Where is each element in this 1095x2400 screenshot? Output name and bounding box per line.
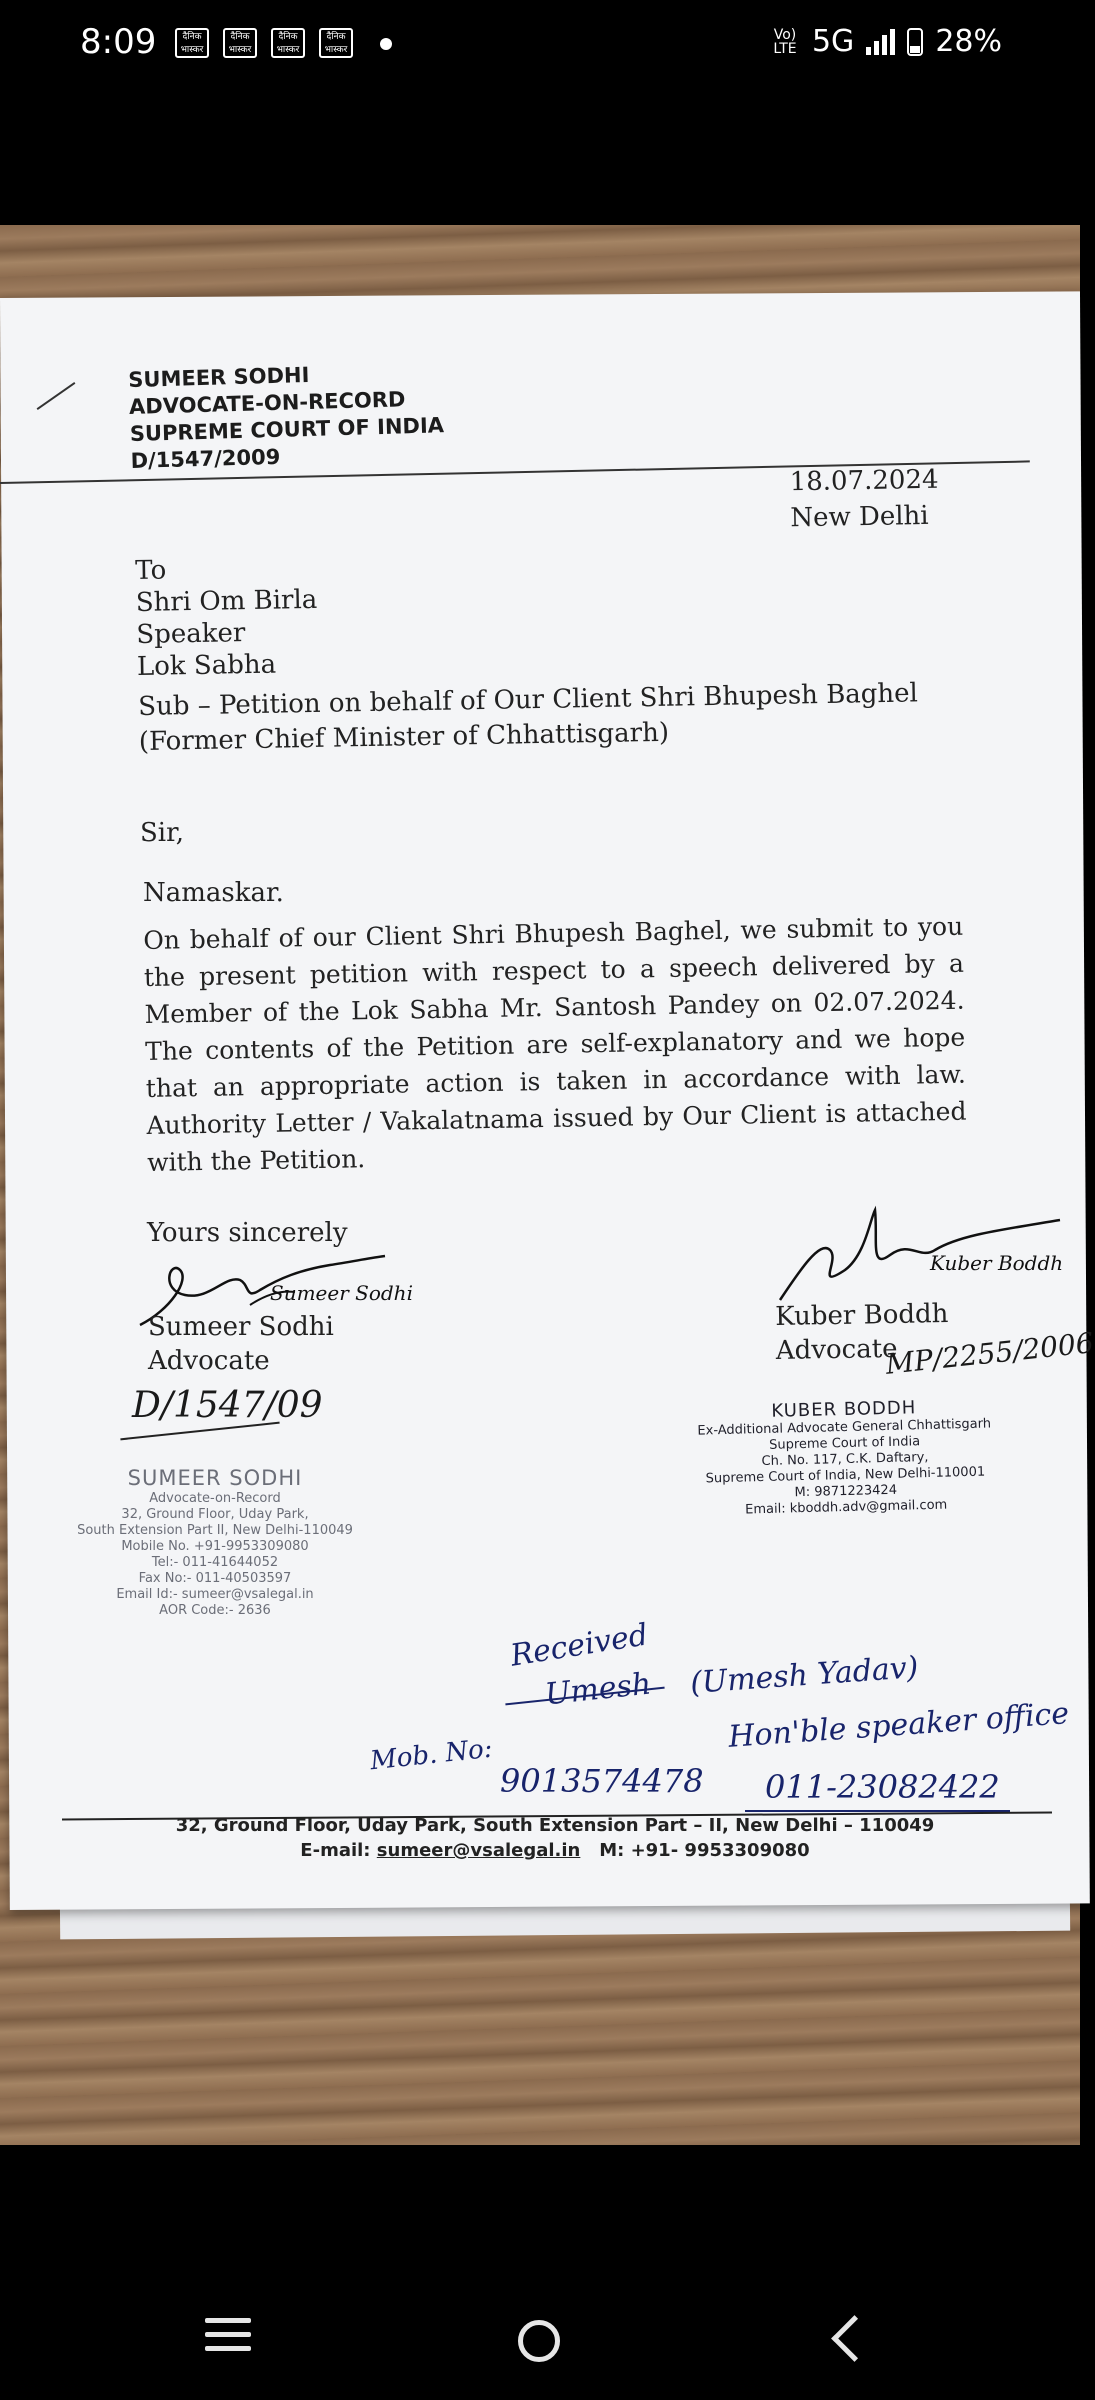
network-type: 5G [811, 24, 855, 59]
recent-apps-icon[interactable] [205, 2318, 251, 2360]
signatory1-name: Sumeer Sodhi [148, 1312, 334, 1342]
footer-address: 32, Ground Floor, Uday Park, South Extension Part – II, New Delhi – 110049 [175, 1815, 935, 1836]
stamp-line: 32, Ground Floor, Uday Park, [121, 1507, 309, 1522]
greeting: Namaskar. [143, 878, 284, 908]
dainik-bhaskar-icon: दैनिक भास्कर [223, 28, 257, 58]
signatory2-title: Advocate [775, 1333, 898, 1366]
to-line: To [135, 555, 167, 586]
signature-kuber [760, 1200, 1070, 1310]
stamp-line: Ex-Additional Advocate General Chhattisgarh [697, 1416, 992, 1439]
volte-icon: Vo) LTE [773, 26, 797, 57]
footer-mobile: M: +91- 9953309080 [599, 1840, 810, 1861]
notification-icons [175, 28, 353, 58]
stamp-line: Advocate-on-Record [149, 1491, 281, 1506]
footer-email-label: E-mail: [300, 1840, 371, 1861]
received-label: Received [508, 1617, 651, 1674]
receiver-name: (Umesh Yadav) [689, 1650, 920, 1701]
stamp-line: KUBER BODDH [771, 1397, 917, 1422]
recipient-house: Lok Sabha [136, 649, 277, 682]
footer-email: sumeer@vsalegal.in [376, 1840, 581, 1861]
stamp-line: Mobile No. +91-9953309080 [121, 1539, 309, 1554]
status-right [770, 24, 1002, 59]
receiver-mobile: 9013574478 [500, 1762, 704, 1800]
recipient-name: Shri Om Birla [135, 584, 318, 618]
dainik-bhaskar-icon: दैनिक भास्कर [175, 28, 209, 58]
stamp-line: AOR Code:- 2636 [159, 1603, 271, 1618]
date-block [789, 462, 939, 537]
letter-footer [60, 1813, 1050, 1863]
battery-percent: 28% [935, 24, 1002, 59]
letterhead [128, 358, 445, 475]
mobile-label: Mob. No: [368, 1733, 494, 1777]
letterhead-name: SUMEER SODHI [128, 362, 310, 392]
letterhead-court: SUPREME COURT OF INDIA [129, 413, 445, 446]
stamp-line: Email Id:- sumeer@vsalegal.in [116, 1587, 314, 1602]
stamp-line: M: 9871223424 [794, 1482, 898, 1501]
stamp-line: South Extension Part II, New Delhi-110049 [77, 1523, 353, 1538]
status-bar [0, 0, 1080, 90]
footer-contact [60, 1838, 1050, 1863]
dainik-bhaskar-icon: दैनिक भास्कर [271, 28, 305, 58]
receiver-phone: 011-23082422 [765, 1768, 1000, 1806]
receiver-office: Hon'ble speaker office [727, 1696, 1071, 1755]
more-notifications-icon [380, 38, 392, 50]
stamp-line: SUMEER SODHI [127, 1466, 303, 1490]
stamp-line: Tel:- 011-41644052 [151, 1555, 279, 1570]
home-icon[interactable] [518, 2320, 560, 2362]
dainik-bhaskar-icon: दैनिक भास्कर [319, 28, 353, 58]
subject-line: Sub – Petition on behalf of Our Client Shri Bhupesh Baghel (Former Chief Minister of Chhattisgarh) [138, 678, 919, 757]
signatory1-enrolment-handwritten: D/1547/09 [132, 1385, 323, 1426]
recipient-title: Speaker [136, 618, 246, 650]
signatory1-title: Advocate [148, 1346, 270, 1376]
stamp-sumeer [30, 1465, 400, 1619]
stamp-line: Email: kboddh.adv@gmail.com [744, 1497, 948, 1518]
stamp-kuber [649, 1395, 1042, 1520]
letter-date: 18.07.2024 [789, 464, 939, 498]
signal-icon [866, 29, 895, 55]
status-time: 8:09 [80, 22, 157, 62]
stamp-line: Supreme Court of India [768, 1434, 921, 1453]
letterhead-title: ADVOCATE-ON-RECORD [128, 387, 406, 419]
signatory2-name: Kuber Boddh [775, 1298, 949, 1332]
stamp-line: Fax No:- 011-40503597 [138, 1571, 292, 1586]
signatory2-enrolment-handwritten: MP/2255/2006 [883, 1326, 1095, 1381]
letter-place: New Delhi [790, 500, 929, 534]
signature-kuber-text: Kuber Boddh [930, 1251, 1064, 1275]
body-paragraph: On behalf of our Client Shri Bhupesh Baghel, we submit to you the present petition with respect to a speech delivered by a Member of the Lok Sabha Mr. Santosh Pandey on 02.07.2024. The contents of the Petition are self-explanatory and we hope that an appropriate action is taken in accordance with law. Authority Letter / Vakalatnama issued by Our Client is attached with the Petition. [143, 911, 967, 1177]
battery-icon [907, 28, 923, 56]
signature-sumeer-text: Sumeer Sodhi [270, 1281, 413, 1305]
stamp-line: Supreme Court of India, New Delhi-110001 [705, 1464, 986, 1487]
stamp-line: Ch. No. 117, C.K. Daftary, [761, 1449, 929, 1470]
closing: Yours sincerely [147, 1218, 348, 1248]
salutation: Sir, [140, 818, 184, 848]
received-signature: Umesh [543, 1666, 653, 1713]
signatory1 [148, 1310, 334, 1378]
letterhead-enrolment: D/1547/2009 [130, 444, 281, 473]
recipient-block [135, 552, 319, 683]
